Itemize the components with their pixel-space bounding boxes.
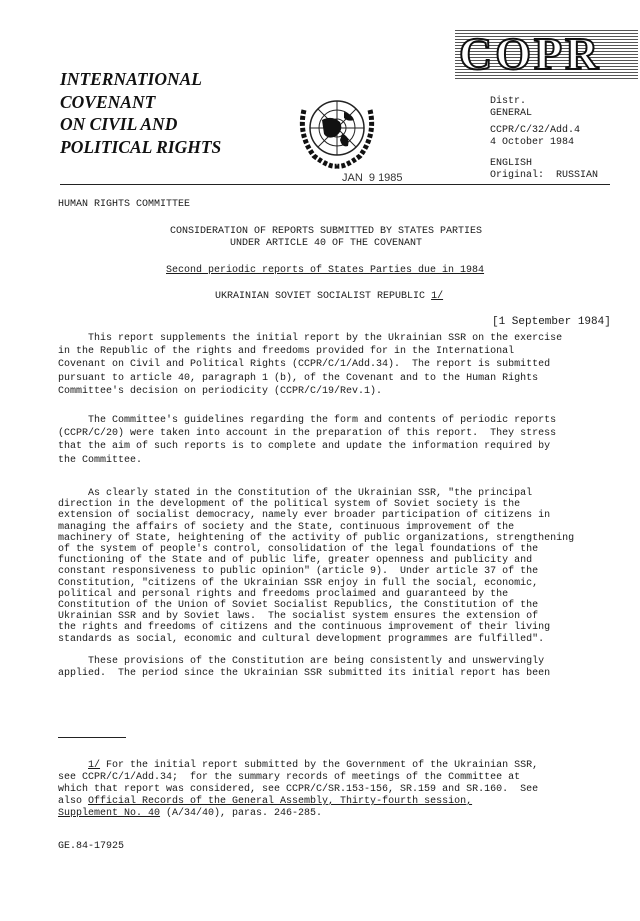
document-language: ENGLISH [490, 158, 533, 169]
paragraph-line: the Committee. [58, 454, 143, 466]
un-emblem-icon [292, 90, 382, 172]
distribution-value: GENERAL [490, 108, 533, 119]
document-date: 4 October 1984 [490, 137, 575, 148]
covenant-title: INTERNATIONAL COVENANT ON CIVIL AND POLITICAL RIGHTS [60, 69, 222, 157]
report-date: [1 September 1984] [492, 316, 611, 328]
country-heading: UKRAINIAN SOVIET SOCIALIST REPUBLIC 1/ [215, 291, 444, 302]
paragraph-line: applied. The period since the Ukrainian SSR submitted its initial report has been [58, 668, 551, 679]
distribution-label: Distr. [490, 96, 527, 107]
paragraph-line: (CCPR/C/20) were taken into account in the preparation of this report. They stress [58, 428, 557, 440]
document-symbol: CCPR/C/32/Add.4 [490, 125, 581, 136]
paragraph-line: political and personal rights and freedoms proclaimed and guaranteed by the [58, 588, 509, 600]
paragraph-line: constant responsiveness to public opinion" (article 9). Under article 37 of the [58, 566, 539, 578]
received-stamp: JAN 9 1985 [342, 172, 403, 184]
paragraph-line: Covenant on Civil and Political Rights (CCPR/C/1/Add.34). The report is submitted [58, 359, 551, 371]
paragraph-line: that the aim of such reports is to complete and update the information required by [58, 441, 551, 453]
paragraph-line: The Committee's guidelines regarding the form and contents of periodic reports [58, 415, 557, 426]
job-number: GE.84-17925 [58, 841, 125, 852]
paragraph-line: pursuant to article 40, paragraph 1 (b), of the Covenant and to the Human Rights [58, 372, 539, 384]
paragraph-line: direction in the development of the political system of Soviet society is the [58, 499, 521, 511]
heading-line-2: UNDER ARTICLE 40 OF THE COVENANT [230, 238, 423, 249]
paragraph-line: extension of socialist democracy, namely ever broader participation of citizens in [58, 510, 551, 522]
paragraph-line: Constitution, "citizens of the Ukrainian SSR enjoy in full the social, economic, [58, 577, 539, 589]
paragraph-line: These provisions of the Constitution are being consistently and unswervingly [58, 656, 545, 667]
subheading: Second periodic reports of States Parties due in 1984 [166, 265, 485, 276]
paragraph-line: machinery of State, heightening of the activity of public organizations, strengthening [58, 532, 575, 544]
header-rule [60, 184, 610, 185]
ccpr-logo: COPR [455, 28, 638, 80]
paragraph-line: This report supplements the initial report by the Ukrainian SSR on the exercise [58, 333, 563, 344]
paragraph-line: standards as social, economic and cultural development programmes are fulfilled". [58, 633, 545, 645]
paragraph-line: Constitution of the Union of Soviet Socialist Republics, the Constitution of the [58, 600, 539, 611]
paragraph-line: in the Republic of the rights and freedoms provided for in the International [58, 346, 515, 358]
paragraph-line: As clearly stated in the Constitution of the Ukrainian SSR, "the principal [58, 488, 533, 499]
paragraph-line: of the system of people's control, consolidation of the legal foundations of the [58, 544, 539, 555]
paragraph-line: the rights and freedoms of citizens and the continuous improvement of their living [58, 622, 551, 634]
paragraph-line: Ukrainian SSR and by Soviet laws. The socialist system ensures the extension of [58, 611, 539, 623]
heading-line-1: CONSIDERATION OF REPORTS SUBMITTED BY STATES PARTIES [170, 226, 483, 237]
committee-name: HUMAN RIGHTS COMMITTEE [58, 199, 191, 210]
footnote-rule [58, 737, 126, 738]
paragraph-line: managing the affairs of society and the State, continuous improvement of the [58, 521, 515, 533]
paragraph-line: functioning of the State and of public life, greater openness and publicity and [58, 555, 533, 567]
original-language: Original: RUSSIAN [490, 170, 599, 181]
paragraph-line: Committee's decision on periodicity (CCPR/C/19/Rev.1). [58, 385, 383, 397]
